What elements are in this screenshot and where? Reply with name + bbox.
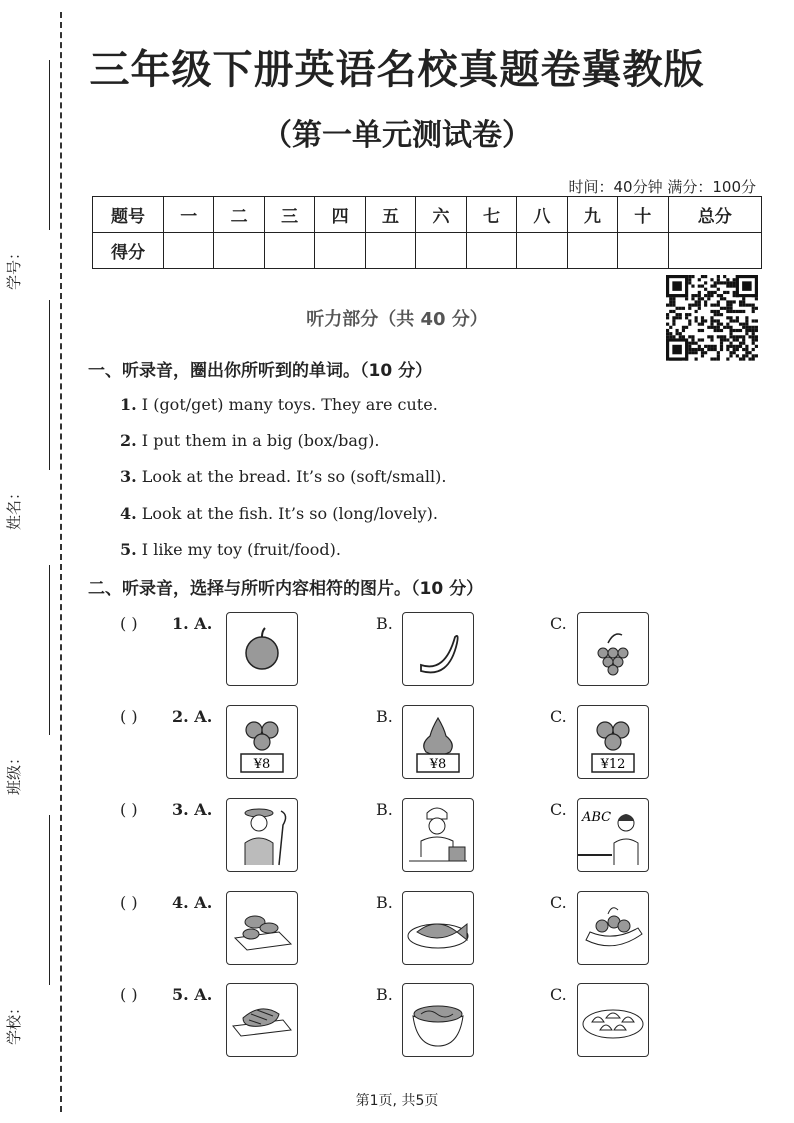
score-input-cell[interactable] — [365, 233, 415, 269]
item-number: 5. — [120, 540, 137, 559]
farmer-icon[interactable] — [226, 798, 298, 872]
score-input-cell[interactable] — [618, 233, 668, 269]
score-input-cell[interactable] — [517, 233, 567, 269]
teacher-icon[interactable] — [577, 798, 649, 872]
score-input-cell[interactable] — [264, 233, 314, 269]
part2-heading: 二、听录音，选择与所听内容相符的图片。（10 分） — [88, 579, 484, 599]
grapes-icon[interactable] — [577, 612, 649, 686]
answer-blank[interactable]: ( ) — [120, 800, 138, 819]
page-subtitle: （第一单元测试卷） — [262, 118, 532, 153]
score-header-cell: 六 — [416, 197, 466, 233]
meat-dish-icon[interactable] — [226, 891, 298, 965]
noodles-icon[interactable] — [402, 983, 474, 1057]
score-table — [92, 196, 762, 269]
option-c-label: C. — [550, 614, 567, 633]
item-number: 2. — [120, 431, 137, 450]
score-input-cell[interactable] — [315, 233, 365, 269]
score-table-score-row — [93, 233, 762, 269]
score-input-cell[interactable] — [164, 233, 214, 269]
price-tag-text: ¥8 — [253, 757, 271, 772]
class-field — [5, 565, 54, 795]
score-header-cell: 五 — [365, 197, 415, 233]
dumplings-icon[interactable] — [577, 983, 649, 1057]
part1-item — [120, 504, 438, 523]
part1-item — [120, 540, 341, 559]
option-a-label: 4. A. — [172, 893, 213, 912]
part1-item — [120, 431, 379, 450]
fish-dish-icon[interactable] — [402, 891, 474, 965]
blackboard-text: ABC — [582, 810, 612, 825]
option-c-label: C. — [550, 893, 567, 912]
school-label: 学校： — [5, 999, 23, 1045]
score-header-cell: 四 — [315, 197, 365, 233]
option-b-label: B. — [376, 800, 393, 819]
score-header-cell: 八 — [517, 197, 567, 233]
student-number-label: 学号： — [5, 244, 23, 290]
option-c-label: C. — [550, 800, 567, 819]
item-number: 1. — [120, 395, 137, 414]
apples-price-icon[interactable] — [577, 705, 649, 779]
option-a-label: 2. A. — [172, 707, 213, 726]
answer-blank[interactable]: ( ) — [120, 614, 138, 633]
score-input-cell[interactable] — [466, 233, 516, 269]
pear-price-icon[interactable] — [402, 705, 474, 779]
name-field — [5, 300, 54, 530]
page-title: 三年级下册英语名校真题卷冀教版 — [89, 47, 705, 93]
score-header-cell: 题号 — [93, 197, 164, 233]
steak-icon[interactable] — [226, 983, 298, 1057]
item-text: I like my toy (fruit/food). — [136, 540, 341, 559]
part1-item — [120, 467, 447, 486]
option-c-label: C. — [550, 707, 567, 726]
score-header-cell: 七 — [466, 197, 516, 233]
item-text: I put them in a big (box/bag). — [136, 431, 380, 450]
apples-price-icon[interactable] — [226, 705, 298, 779]
vegetable-dish-icon[interactable] — [577, 891, 649, 965]
option-a-label: 5. A. — [172, 985, 213, 1004]
score-header-cell: 二 — [214, 197, 264, 233]
page-footer: 第1页, 共5页 — [355, 1093, 439, 1109]
score-table-header-row — [93, 197, 762, 233]
score-header-cell: 九 — [567, 197, 617, 233]
school-line — [49, 815, 50, 985]
apple-icon[interactable] — [226, 612, 298, 686]
score-input-cell[interactable] — [567, 233, 617, 269]
score-header-cell: 一 — [164, 197, 214, 233]
answer-blank[interactable]: ( ) — [120, 893, 138, 912]
score-input-cell[interactable] — [416, 233, 466, 269]
item-text: Look at the fish. It’s so (long/lovely). — [136, 504, 438, 523]
answer-blank[interactable]: ( ) — [120, 707, 138, 726]
price-tag-text: ¥12 — [600, 757, 626, 772]
score-header-cell: 十 — [618, 197, 668, 233]
option-a-label: 3. A. — [172, 800, 213, 819]
part1-heading: 一、听录音，圈出你所听到的单词。（10 分） — [88, 361, 433, 381]
part1-item — [120, 395, 438, 414]
class-line — [49, 565, 50, 735]
listening-section-title: 听力部分（共 40 分） — [306, 309, 488, 330]
score-input-cell[interactable] — [668, 233, 761, 269]
banana-icon[interactable] — [402, 612, 474, 686]
score-header-cell: 三 — [264, 197, 314, 233]
score-header-cell: 总分 — [668, 197, 761, 233]
option-b-label: B. — [376, 707, 393, 726]
school-field — [5, 815, 54, 1045]
item-text: Look at the bread. It’s so (soft/small). — [136, 467, 447, 486]
option-b-label: B. — [376, 985, 393, 1004]
option-b-label: B. — [376, 614, 393, 633]
time-score-info: 时间：40分钟 满分：100分 — [568, 178, 756, 196]
item-number: 3. — [120, 467, 137, 486]
name-label: 姓名： — [5, 484, 23, 530]
answer-blank[interactable]: ( ) — [120, 985, 138, 1004]
option-c-label: C. — [550, 985, 567, 1004]
item-number: 4. — [120, 504, 137, 523]
option-a-label: 1. A. — [172, 614, 213, 633]
price-tag-text: ¥8 — [429, 757, 447, 772]
score-input-cell[interactable] — [214, 233, 264, 269]
cook-icon[interactable] — [402, 798, 474, 872]
class-label: 班级： — [5, 749, 23, 795]
option-b-label: B. — [376, 893, 393, 912]
score-row-label: 得分 — [93, 233, 164, 269]
binding-dashed-line — [60, 12, 62, 1112]
item-text: I (got/get) many toys. They are cute. — [136, 395, 438, 414]
